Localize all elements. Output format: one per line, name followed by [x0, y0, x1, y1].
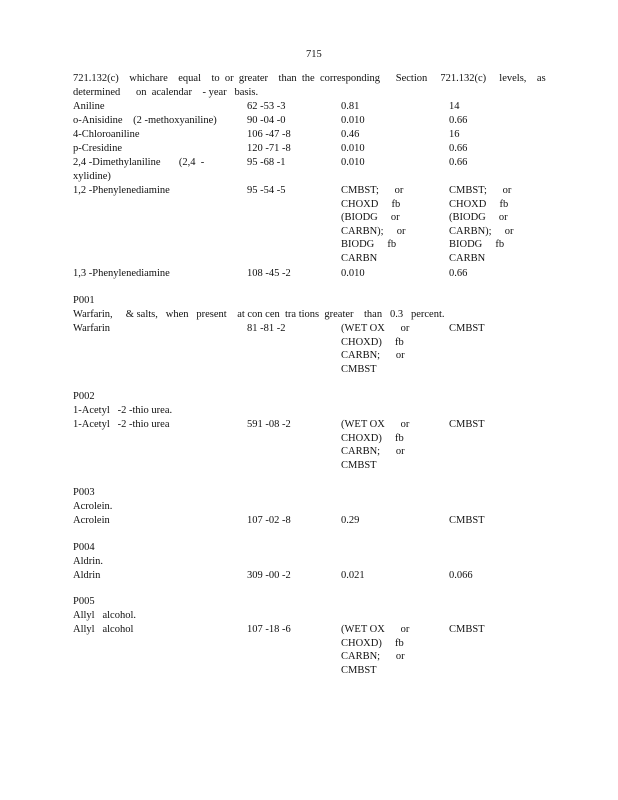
nonwastewater-value: CMBST	[449, 419, 485, 430]
nonwastewater-value: CMBST	[449, 515, 485, 526]
waste-description: Warfarin, & salts, when present at con cen tra tions greater than 0.3 percent.	[73, 309, 445, 320]
cas-number: 107 -02 -8	[247, 515, 291, 526]
wastewater-value: (WET OX or CHOXD) fb CARBN; or CMBST	[341, 624, 410, 676]
chemical-name: p-Cresidine	[73, 143, 122, 154]
chemical-name: Aniline	[73, 101, 105, 112]
chemical-name: Aldrin	[73, 570, 101, 581]
nonwastewater-value: CMBST	[449, 624, 485, 635]
chemical-name: 1,2 -Phenylenediamine	[73, 185, 170, 196]
chemical-name: 1-Acetyl -2 -thio urea	[73, 419, 170, 430]
wastewater-value: 0.81	[341, 101, 360, 112]
cas-number: 81 -81 -2	[247, 323, 286, 334]
chemical-name: Acrolein	[73, 515, 110, 526]
waste-code: P001	[73, 295, 95, 306]
nonwastewater-value: CMBST	[449, 323, 485, 334]
cas-number: 90 -04 -0	[247, 115, 286, 126]
waste-description: Allyl alcohol.	[73, 610, 136, 621]
wastewater-value: 0.010	[341, 143, 365, 154]
cas-number: 106 -47 -8	[247, 129, 291, 140]
cas-number: 120 -71 -8	[247, 143, 291, 154]
chemical-name: 4-Chloroaniline	[73, 129, 140, 140]
wastewater-value: 0.021	[341, 570, 365, 581]
wastewater-value: (WET OX or CHOXD) fb CARBN; or CMBST	[341, 323, 410, 375]
waste-code: P003	[73, 487, 95, 498]
intro-line-1: 721.132(c) whichare equal to or greater than the corresponding Section 721.132(c) levels, as	[73, 73, 546, 84]
waste-code: P004	[73, 542, 95, 553]
waste-description: Aldrin.	[73, 556, 104, 567]
waste-description: Acrolein.	[73, 501, 113, 512]
nonwastewater-value: 14	[449, 101, 460, 112]
nonwastewater-value: 16	[449, 129, 460, 140]
wastewater-value: 0.010	[341, 268, 365, 279]
chemical-name: Warfarin	[73, 323, 111, 334]
cas-number: 108 -45 -2	[247, 268, 291, 279]
cas-number: 95 -68 -1	[247, 157, 286, 168]
wastewater-value: 0.010	[341, 157, 365, 168]
wastewater-value: 0.010	[341, 115, 365, 126]
nonwastewater-value: 0.066	[449, 570, 473, 581]
chemical-name-continued: xylidine)	[73, 171, 111, 182]
nonwastewater-value: 0.66	[449, 268, 468, 279]
cas-number: 591 -08 -2	[247, 419, 291, 430]
waste-code: P005	[73, 596, 95, 607]
waste-code: P002	[73, 391, 95, 402]
wastewater-value: CMBST; or CHOXD fb (BIODG or CARBN); or BIODG fb CARBN	[341, 185, 406, 264]
cas-number: 309 -00 -2	[247, 570, 291, 581]
wastewater-value: 0.46	[341, 129, 360, 140]
cas-number: 107 -18 -6	[247, 624, 291, 635]
intro-line-2: determined on acalendar - year basis.	[73, 87, 259, 98]
cas-number: 95 -54 -5	[247, 185, 286, 196]
wastewater-value: (WET OX or CHOXD) fb CARBN; or CMBST	[341, 419, 410, 471]
nonwastewater-value: 0.66	[449, 143, 468, 154]
chemical-name: 1,3 -Phenylenediamine	[73, 268, 170, 279]
chemical-name: Allyl alcohol	[73, 624, 134, 635]
chemical-name: o-Anisidine (2 -methoxyaniline)	[73, 115, 217, 126]
page-number: 715	[306, 49, 322, 60]
chemical-name: 2,4 -Dimethylaniline (2,4 -	[73, 157, 205, 168]
wastewater-value: 0.29	[341, 515, 360, 526]
nonwastewater-value: 0.66	[449, 115, 468, 126]
cas-number: 62 -53 -3	[247, 101, 286, 112]
waste-description: 1-Acetyl -2 -thio urea.	[73, 405, 173, 416]
nonwastewater-value: CMBST; or CHOXD fb (BIODG or CARBN); or BIODG fb CARBN	[449, 185, 514, 264]
nonwastewater-value: 0.66	[449, 157, 468, 168]
